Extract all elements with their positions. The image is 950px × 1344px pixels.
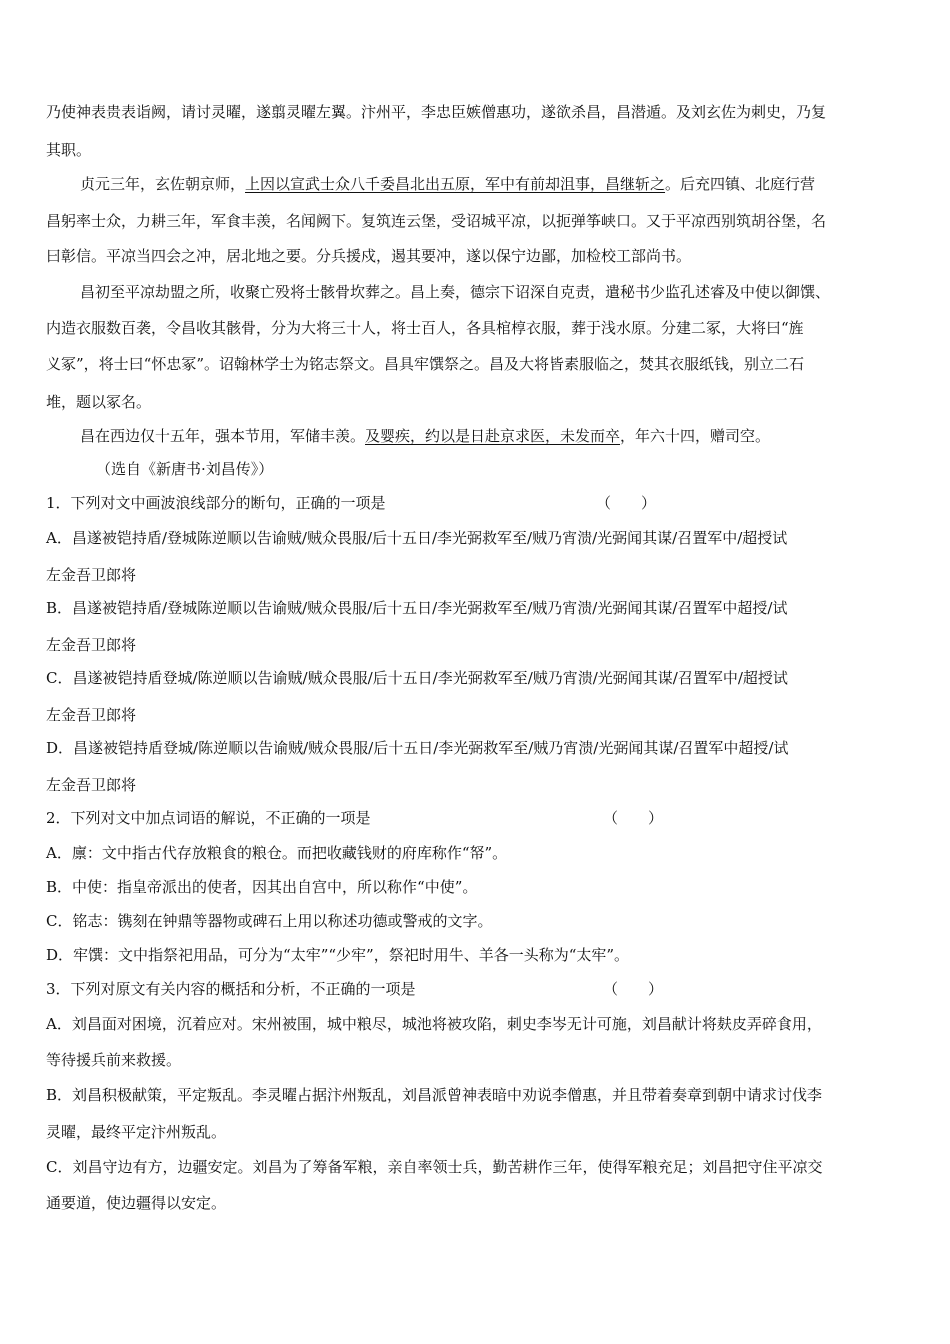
question-3-stem: 3．下列对原文有关内容的概括和分析，不正确的一项是 bbox=[46, 980, 416, 998]
passage-text: ，年六十四，赠司空。 bbox=[620, 427, 771, 445]
passage-line: 其职。 bbox=[46, 141, 92, 159]
passage-line: 曰彰信。平凉当四会之冲，居北地之要。分兵援戍，遏其要冲，遂以保宁边鄙，加检校工部尚书。 bbox=[46, 247, 692, 265]
q1-option-d: D．昌遂被铠持盾登城/陈逆顺以告谕贼/贼众畏服/后十五日/李光弼救军至/贼乃宵溃/光弼闻其谋/召置军中超授/试 bbox=[46, 739, 789, 757]
q2-option-c: C．铭志：镌刻在钟鼎等器物或碑石上用以称述功德或警戒的文字。 bbox=[46, 912, 493, 930]
q3-option-c-cont: 通要道，使边疆得以安定。 bbox=[46, 1194, 227, 1212]
q3-option-b-cont: 灵曜，最终平定汴州叛乱。 bbox=[46, 1123, 227, 1141]
q1-option-d-cont: 左金吾卫郎将 bbox=[46, 776, 137, 794]
q1-option-b-cont: 左金吾卫郎将 bbox=[46, 636, 137, 654]
q1-option-a: A．昌遂被铠持盾/登城陈逆顺以告谕贼/贼众畏服/后十五日/李光弼救军至/贼乃宵溃/光弼闻其谋/召置军中/超授试 bbox=[46, 529, 788, 547]
passage-line: 昌初至平凉劫盟之所，收聚亡殁将士骸骨坎葬之。昌上奏，德宗下诏深自克责，遣秘书少监孔述睿及中使以御馔、 bbox=[80, 283, 831, 301]
q2-option-b: B．中使：指皇帝派出的使者，因其出自宫中，所以称作“中使”。 bbox=[46, 878, 478, 896]
source-citation: （选自《新唐书·刘昌传》） bbox=[96, 460, 274, 478]
question-1-stem: 1．下列对文中画波浪线部分的断句，正确的一项是 bbox=[46, 494, 386, 512]
passage-line: 乃使神表贵表诣阙，请讨灵曜，遂翦灵曜左翼。汴州平，李忠臣嫉僧惠功，遂欲杀昌，昌潜遁。及刘玄佐为刺史，乃复 bbox=[46, 103, 827, 121]
q1-option-c: C．昌遂被铠持盾登城/陈逆顺以告谕贼/贼众畏服/后十五日/李光弼救军至/贼乃宵溃/光弼闻其谋/召置军中/超授试 bbox=[46, 669, 788, 687]
q3-option-b: B．刘昌积极献策，平定叛乱。李灵曜占据汴州叛乱，刘昌派曾神表暗中劝说李僧惠，并且带着奏章到朝中请求讨伐李 bbox=[46, 1086, 823, 1104]
answer-paren: （ ） bbox=[596, 494, 657, 512]
q3-option-c: C．刘昌守边有方，边疆安定。刘昌为了筹备军粮，亲自率领士兵，勤苦耕作三年，使得军粮充足；刘昌把守住平凉交 bbox=[46, 1158, 823, 1176]
q1-option-b: B．昌遂被铠持盾/登城陈逆顺以告谕贼/贼众畏服/后十五日/李光弼救军至/贼乃宵溃/光弼闻其谋/召置军中超授/试 bbox=[46, 599, 788, 617]
passage-line bbox=[80, 174, 908, 194]
passage-text: 贞元三年，玄佐朝京师， bbox=[80, 175, 246, 193]
answer-paren: （ ） bbox=[603, 809, 664, 827]
q2-option-d: D．牢馔：文中指祭祀用品，可分为“太牢”“少牢”，祭祀时用牛、羊各一头称为“太牢”。 bbox=[46, 946, 630, 964]
q1-option-c-cont: 左金吾卫郎将 bbox=[46, 706, 137, 724]
wavy-underline-sentence: 上因以宣武士众八千委昌北出五原，军中有前却沮事，昌继斩之 bbox=[245, 175, 666, 193]
question-2-stem: 2．下列对文中加点词语的解说，不正确的一项是 bbox=[46, 809, 371, 827]
underline-sentence: 及婴疾，约以是日赴京求医，未发而卒 bbox=[365, 427, 621, 445]
q2-option-a: A．廪：文中指古代存放粮食的粮仓。而把收藏钱财的府库称作“帑”。 bbox=[46, 844, 508, 862]
passage-line bbox=[80, 426, 908, 446]
passage-text: 昌在西边仅十五年，强本节用，军储丰羡。 bbox=[80, 427, 366, 445]
passage-text: 。后充四镇、北庭行营 bbox=[665, 175, 816, 193]
passage-line: 义冢”，将士曰“怀忠冢”。诏翰林学士为铭志祭文。昌具牢馔祭之。昌及大将皆素服临之，焚其衣服纸钱，别立二石 bbox=[46, 355, 805, 373]
passage-line: 昌躬率士众，力耕三年，军食丰羡，名闻阙下。复筑连云堡，受诏城平凉，以扼弹筝峡口。又于平凉西别筑胡谷堡，名 bbox=[46, 212, 827, 230]
passage-line: 堆，题以冢名。 bbox=[46, 393, 152, 411]
q3-option-a-cont: 等待援兵前来救援。 bbox=[46, 1051, 182, 1069]
q3-option-a: A．刘昌面对困境，沉着应对。宋州被围，城中粮尽，城池将被攻陷，刺史李岑无计可施，刘昌献计将麸皮弄碎食用， bbox=[46, 1015, 822, 1033]
q1-option-a-cont: 左金吾卫郎将 bbox=[46, 566, 137, 584]
passage-line: 内造衣服数百袭，令昌收其骸骨，分为大将三十人，将士百人，各具棺椁衣服，葬于浅水原。分建二冢，大将曰“旌 bbox=[46, 319, 804, 337]
answer-paren: （ ） bbox=[603, 980, 664, 998]
